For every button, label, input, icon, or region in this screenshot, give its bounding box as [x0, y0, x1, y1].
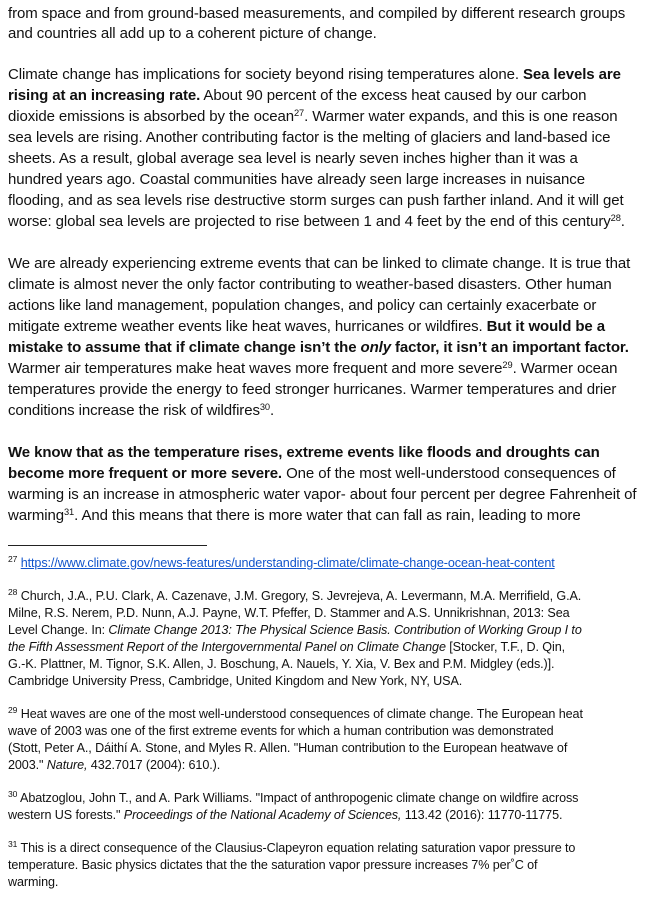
bold-claim: rising at an increasing rate. [8, 87, 201, 104]
text-line: climate is almost never the only factor contributing to weather-based disasters. Other human [8, 276, 612, 293]
text-run: 432.7017 (2004): 610.). [87, 758, 221, 772]
text-run: . And this means that there is more water that can fall as rain, leading to more [74, 507, 581, 524]
bold-claim: Sea levels are [522, 66, 621, 83]
text-line [8, 706, 583, 723]
text-run: . Warmer water expands, and this is one reason [304, 108, 618, 125]
text-line: G.-K. Plattner, M. Tignor, S.K. Allen, J. Boschung, A. Nauels, Y. Xia, V. Bex and P.M. Midgley (eds.)]. [8, 657, 555, 671]
text-run: warming [8, 507, 64, 524]
text-run: One of the most well-understood consequences of [282, 465, 616, 482]
text-run: Abatzoglou, John T., and A. Park Williams. "Impact of anthropogenic climate change on wildfire across [17, 791, 579, 805]
text-line: (Stott, Peter A., Dáithí A. Stone, and Myles R. Allen. "Human contribution to the European heatwave of [8, 741, 568, 755]
text-run: mitigate extreme weather events like heat waves, hurricanes or wildfires. [8, 318, 487, 335]
text-line [8, 840, 575, 857]
text-line: warming. [8, 875, 59, 889]
text-run: 113.42 (2016): 11770-11775. [401, 808, 563, 822]
text-run: dioxide emissions is absorbed by the ocean [8, 108, 294, 125]
footnote-link[interactable]: https://www.climate.gov/news-features/understanding-climate/climate-change-ocean-heat-content [20, 556, 555, 570]
text-line: sea levels are rising. Another contributing factor is the melting of glaciers and land-based ice [8, 129, 611, 146]
text-line [8, 464, 616, 484]
citation-journal: Proceedings of the National Academy of Sciences, [123, 808, 402, 822]
text-run: About 90 percent of the excess heat caused by our carbon [200, 87, 587, 104]
text-run: . [270, 402, 275, 419]
text-run: factor, it isn’t an important factor. [390, 339, 629, 356]
text-run: This is a direct consequence of the Clausius-Clapeyron equation relating saturation vapor pressure to [17, 841, 576, 855]
text-line: flooding, and as sea levels rise destructive storm surges can push farther inland. And it will get [8, 192, 624, 209]
text-line: sheets. As a result, global average sea level is nearly seven inches higher than it was a [8, 150, 578, 167]
footnote-ref-31[interactable]: 31 [63, 506, 75, 517]
bold-claim: But it would be a [486, 318, 605, 335]
text-line: warming is an increase in atmospheric water vapor- about four percent per degree Fahrenheit of [8, 486, 637, 503]
text-line [8, 443, 600, 463]
text-line [8, 807, 562, 824]
text-run: . [620, 213, 625, 230]
citation-journal: Nature, [46, 758, 88, 772]
text-line: actions like land management, population changes, and policy can certainly exacerbate or [8, 297, 597, 314]
text-line [8, 401, 274, 421]
text-line [8, 65, 621, 85]
text-line [8, 588, 581, 605]
citation-title: the Fifth Assessment Report of the Intergovernmental Panel on Climate Change [8, 640, 446, 654]
text-run: Church, J.A., P.U. Clark, A. Cazenave, J.M. Gregory, S. Jevrejeva, A. Levermann, M.A. Merrifield, G.A. [17, 589, 582, 603]
text-line: We are already experiencing extreme events that can be linked to climate change. It is true that [8, 255, 631, 272]
text-line: temperature. Basic physics dictates that the the saturation vapor pressure increases 7% per˚C of [8, 858, 538, 872]
text-run: 2003." [8, 758, 47, 772]
text-line [8, 338, 629, 358]
text-line [8, 212, 625, 232]
text-line: from space and from ground-based measurements, and compiled by different research groups [8, 5, 626, 22]
text-line [8, 622, 582, 639]
text-line [8, 86, 586, 106]
text-run: conditions increase the risk of wildfires [8, 402, 260, 419]
text-line [8, 555, 555, 572]
footnote-ref-29[interactable]: 29 [502, 359, 513, 370]
text-run: mistake to assume that if climate change isn’t the [8, 339, 361, 356]
text-line [8, 317, 605, 337]
bold-claim: become more frequent or more severe. [8, 465, 283, 482]
text-line [8, 639, 565, 656]
text-run: [Stocker, T.F., D. Qin, [445, 640, 566, 654]
text-line [8, 790, 578, 807]
footnote-separator [8, 545, 207, 546]
footnote-number: 27 [8, 554, 18, 565]
text-run: western US forests." [8, 808, 124, 822]
text-run: . Warmer ocean [512, 360, 618, 377]
footnote-number: 30 [8, 789, 18, 800]
text-line [8, 359, 617, 379]
text-line [8, 506, 581, 526]
text-line [8, 107, 617, 127]
footnote-ref-28[interactable]: 28 [610, 212, 621, 223]
text-run: Climate change has implications for society beyond rising temperatures alone. [8, 66, 523, 83]
footnote-number: 29 [8, 705, 18, 716]
emphasis: only [360, 339, 391, 356]
text-run: Warmer air temperatures make heat waves more frequent and more severe [8, 360, 503, 377]
text-line: Milne, R.S. Nerem, P.D. Nunn, A.J. Payne, W.T. Pfeffer, D. Stammer and A.S. Unnikrishnan, 2013: Sea [8, 606, 570, 620]
text-line: temperatures provide the energy to feed stronger hurricanes. Warmer temperatures and drier [8, 381, 617, 398]
text-line: and countries all add up to a coherent picture of change. [8, 25, 377, 42]
text-run: worse: global sea levels are projected to rise between 1 and 4 feet by the end of this century [8, 213, 611, 230]
text-line: Cambridge University Press, Cambridge, United Kingdom and New York, NY, USA. [8, 674, 463, 688]
text-line: wave of 2003 was one of the first extreme events for which a human contribution was demonstrated [8, 724, 554, 738]
footnote-ref-30[interactable]: 30 [259, 401, 271, 412]
text-line: hundred years ago. Coastal communities have already seen large increases in nuisance [8, 171, 585, 188]
bold-claim: We know that as the temperature rises, extreme events like floods and droughts can [8, 444, 600, 461]
footnote-number: 31 [8, 839, 18, 850]
footnote-ref-27[interactable]: 27 [293, 107, 305, 118]
text-run: Heat waves are one of the most well-understood consequences of climate change. The European heat [17, 707, 583, 721]
citation-title: Climate Change 2013: The Physical Science Basis. Contribution of Working Group I to [108, 623, 582, 637]
bold-claim [8, 339, 629, 356]
text-line [8, 757, 220, 774]
text-run: Level Change. In: [8, 623, 109, 637]
footnote-number: 28 [8, 587, 18, 598]
